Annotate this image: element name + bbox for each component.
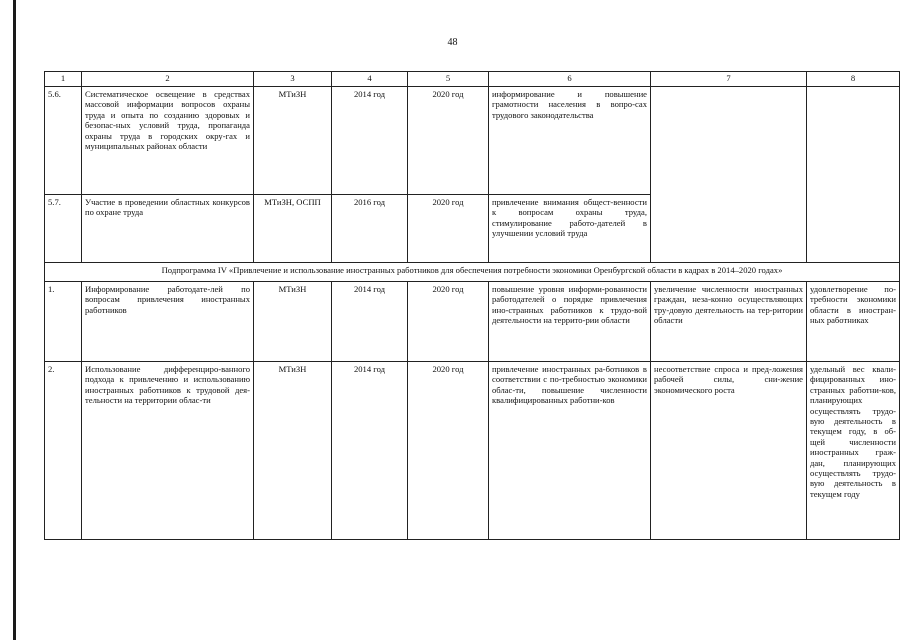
column-number-row — [45, 72, 900, 87]
program-measures-table — [44, 71, 900, 540]
executor: МТиЗН — [254, 87, 332, 195]
column-number-cell: 7 — [651, 72, 807, 87]
target-indicator: удельный вес квали-фицированных ино-странных работни-ков, планирующих осуществлять трудо-вую деятельность в текущем году, в об-щей численности иностранных граж-дан, планирующих осуществлять трудо-вую деятельность в текущем году — [807, 362, 900, 540]
column-number-cell: 5 — [408, 72, 489, 87]
expected-result: привлечение внимания общест-венности к вопросам охраны труда, стимулирование работо-дателей в улучшении условий труда — [489, 195, 651, 263]
end-year: 2020 год — [408, 362, 489, 540]
subprogram-title: Подпрограмма IV «Привлечение и использование иностранных работников для обеспечения потребности экономики Оренбургской области в кадрах в 2014–2020 годах» — [45, 263, 900, 282]
start-year: 2014 год — [332, 362, 408, 540]
column-number-cell: 6 — [489, 72, 651, 87]
table-row — [45, 282, 900, 362]
column-number-cell: 1 — [45, 72, 82, 87]
event-name: Систематическое освещение в средствах массовой информации вопросов охраны труда и опыта по созданию здоровых и безопас-ных условий труда, пропаганда охраны труда в городских окру-гах и муниципальных районах области — [82, 87, 254, 195]
expected-result: информирование и повышение грамотности населения в вопро-сах трудового законодательства — [489, 87, 651, 195]
end-year: 2020 год — [408, 282, 489, 362]
column-number-cell: 2 — [82, 72, 254, 87]
executor: МТиЗН, ОСПП — [254, 195, 332, 263]
event-name: Информирование работодате-лей по вопросам привлечения иностранных работников — [82, 282, 254, 362]
expected-result: повышение уровня информи-рованности работодателей о порядке привлечения ино-странных работников к трудо-вой деятельности на террито-рии области — [489, 282, 651, 362]
start-year: 2014 год — [332, 87, 408, 195]
item-number: 1. — [45, 282, 82, 362]
start-year: 2016 год — [332, 195, 408, 263]
expected-result: привлечение иностранных ра-ботников в соответствии с по-требностью экономики облас-ти, повышение численности квалифицированных работни-ков — [489, 362, 651, 540]
table-row — [45, 87, 900, 195]
event-name: Использование дифференциро-ванного подхода к привлечению и использованию иностранных работников к трудовой дея-тельности на территории облас-ти — [82, 362, 254, 540]
column-number-cell: 3 — [254, 72, 332, 87]
table-row — [45, 362, 900, 540]
column-number-cell: 4 — [332, 72, 408, 87]
consequence-cell-empty — [651, 87, 807, 263]
target-indicator: удовлетворение по-требности экономики области в иностран-ных работниках — [807, 282, 900, 362]
executor: МТиЗН — [254, 362, 332, 540]
end-year: 2020 год — [408, 87, 489, 195]
scan-edge-line — [13, 0, 16, 640]
item-number: 5.7. — [45, 195, 82, 263]
page-number: 48 — [447, 37, 458, 48]
start-year: 2014 год — [332, 282, 408, 362]
column-number-cell: 8 — [807, 72, 900, 87]
subprogram-row — [45, 263, 900, 282]
item-number: 2. — [45, 362, 82, 540]
item-number: 5.6. — [45, 87, 82, 195]
executor: МТиЗН — [254, 282, 332, 362]
indicator-cell-empty — [807, 87, 900, 263]
event-name: Участие в проведении областных конкурсов по охране труда — [82, 195, 254, 263]
consequence: увеличение численности иностранных граждан, неза-конно осуществляющих тру-довую деятельность на тер-ритории области — [651, 282, 807, 362]
consequence: несоответствие спроса и пред-ложения рабочей силы, сни-жение экономического роста — [651, 362, 807, 540]
end-year: 2020 год — [408, 195, 489, 263]
